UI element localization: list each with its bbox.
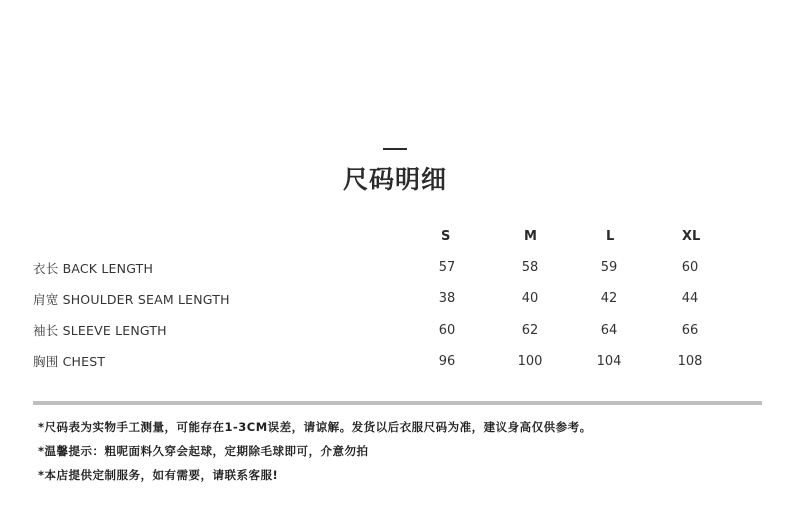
table-cell: 58: [521, 260, 539, 275]
table-cell: 100: [517, 354, 543, 369]
row-label-sleeve: 袖长 SLEEVE LENGTH: [33, 323, 167, 338]
table-cell: 108: [677, 354, 703, 369]
table-cell: 96: [438, 354, 456, 369]
table-cell: 59: [600, 260, 618, 275]
table-cell: 60: [438, 323, 456, 338]
row-label-shoulder: 肩宽 SHOULDER SEAM LENGTH: [33, 292, 230, 307]
table-cell: 66: [681, 323, 699, 338]
table-cell: 38: [438, 291, 456, 306]
table-cell: 64: [600, 323, 618, 338]
size-header-l: L: [606, 229, 615, 244]
size-header-m: M: [524, 229, 537, 244]
page-title: 尺码明细: [342, 165, 447, 194]
title-dash: [383, 148, 407, 150]
table-cell: 42: [600, 291, 618, 306]
note-custom-service: *本店提供定制服务，如有需要，请联系客服!: [38, 468, 279, 482]
table-cell: 60: [681, 260, 699, 275]
size-header-s: S: [441, 229, 451, 244]
table-cell: 104: [596, 354, 622, 369]
divider: [33, 401, 762, 405]
row-label-chest: 胸围 CHEST: [33, 354, 106, 369]
size-header-xl: XL: [682, 229, 701, 244]
table-cell: 40: [521, 291, 539, 306]
note-care: *温馨提示：粗呢面料久穿会起球，定期除毛球即可，介意勿拍: [38, 444, 369, 458]
note-measurement: *尺码表为实物手工测量，可能存在1-3CM误差，请谅解。发货以后衣服尺码为准，建议身高仅供参考。: [38, 420, 592, 434]
table-cell: 57: [438, 260, 456, 275]
table-cell: 44: [681, 291, 699, 306]
table-cell: 62: [521, 323, 539, 338]
row-label-back-length: 衣长 BACK LENGTH: [33, 261, 154, 276]
